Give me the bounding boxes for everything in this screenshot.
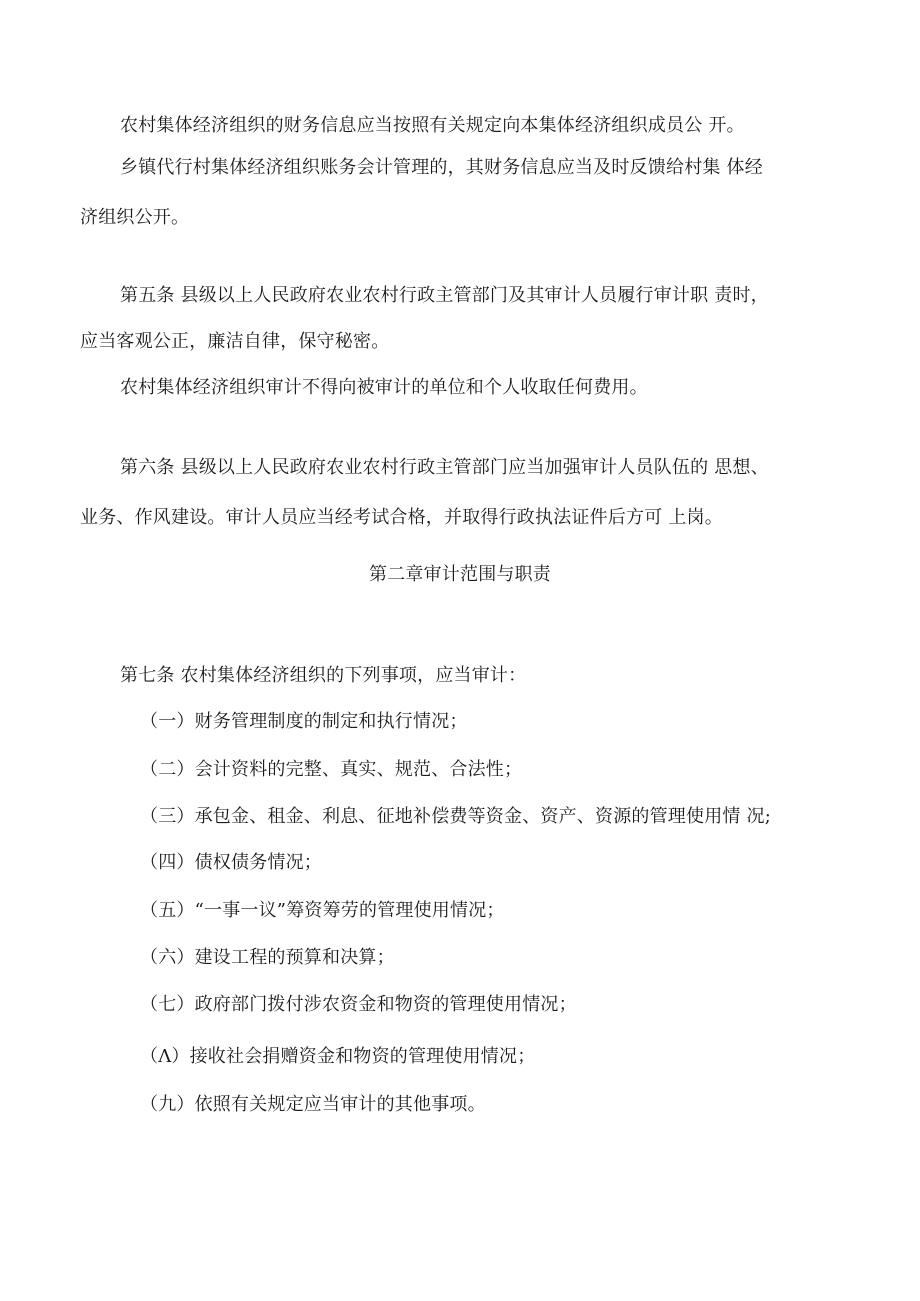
- list-item: （一）财务管理制度的制定和执行情况；: [140, 711, 468, 732]
- list-item: （五）“一事一议”筹资筹劳的管理使用情况；: [140, 900, 505, 921]
- article-5-paragraph2: 农村集体经济组织审计不得向被审计的单位和个人收取任何费用。: [120, 377, 648, 398]
- paragraph-financial-disclosure: 农村集体经济组织的财务信息应当按照有关规定向本集体经济组织成员公 开。: [120, 115, 745, 136]
- paragraph-township-accounting-line1: 乡镇代行村集体经济组织账务会计管理的，其财务信息应当及时反馈给村集 体经: [120, 157, 763, 178]
- paragraph-township-accounting-line2: 济组织公开。: [80, 207, 190, 228]
- list-item: （二）会计资料的完整、真实、规范、合法性；: [140, 759, 523, 780]
- list-item: （九）依照有关规定应当审计的其他事项。: [140, 1094, 486, 1115]
- list-item: （Λ）接收社会捐赠资金和物资的管理使用情况；: [140, 1046, 536, 1067]
- list-item: （三）承包金、租金、利息、征地补偿费等资金、资产、资源的管理使用情 况;: [140, 806, 771, 827]
- article-6-line2: 业务、作风建设。审计人员应当经考试合格，并取得行政执法证件后方可 上岗。: [80, 507, 723, 528]
- list-item: （六）建设工程的预算和决算；: [140, 947, 395, 968]
- article-6-line1: 第六条 县级以上人民政府农业农村行政主管部门应当加强审计人员队伍的 思想、: [120, 457, 769, 478]
- article-5-line2: 应当客观公正，廉洁自律，保守秘密。: [80, 331, 390, 352]
- list-item: （四）债权债务情况；: [140, 852, 322, 873]
- chapter-title: 第二章审计范围与职责: [369, 564, 551, 585]
- list-item: （七）政府部门拨付涉农资金和物资的管理使用情况；: [140, 994, 577, 1015]
- article-5-line1: 第五条 县级以上人民政府农业农村行政主管部门及其审计人员履行审计职 责时，: [120, 285, 769, 306]
- article-7-intro: 第七条 农村集体经济组织的下列事项，应当审计：: [120, 665, 527, 686]
